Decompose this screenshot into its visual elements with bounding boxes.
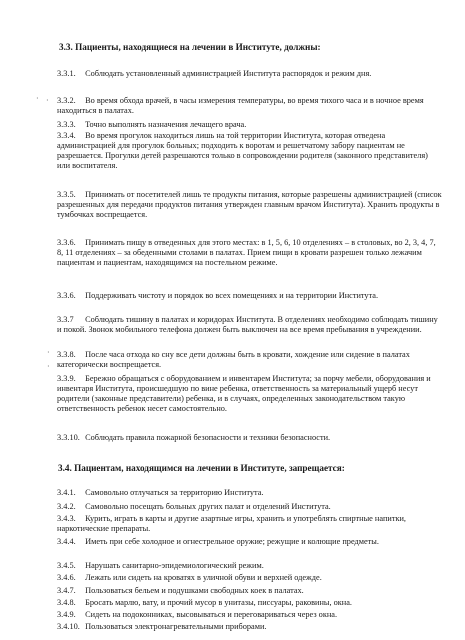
- margin-mark: ·: [36, 94, 39, 103]
- item-text: Нарушать санитарно-эпидемиологический режим.: [85, 561, 264, 570]
- item-number: 3.3.4.: [57, 131, 76, 140]
- list-item: [57, 573, 442, 583]
- list-item: [57, 315, 442, 335]
- item-text: Пользоваться бельем и подушками свободных коек в палатах.: [85, 586, 304, 595]
- list-item: [57, 350, 442, 370]
- list-item: [57, 190, 442, 220]
- list-item: [57, 374, 442, 414]
- item-number: 3.4.9.: [57, 610, 76, 619]
- list-item: [57, 238, 442, 268]
- list-item: [57, 586, 442, 596]
- item-text: Пользоваться электронагревательными приборами.: [85, 622, 267, 631]
- item-text: Курить, играть в карты и другие азартные игры, хранить и употреблять спиртные напитки, наркотические препараты.: [57, 514, 406, 533]
- item-number: 3.4.10.: [57, 622, 80, 631]
- item-number: 3.3.9.: [57, 374, 76, 383]
- item-number: 3.3.7: [57, 315, 74, 324]
- item-text: Самовольно посещать больных других палат и отделений Института.: [85, 502, 331, 511]
- item-number: 3.3.6.: [57, 238, 76, 247]
- list-item: [57, 622, 442, 632]
- item-number: 3.3.6.: [57, 291, 76, 300]
- list-item: [57, 488, 442, 498]
- item-text: Соблюдать правила пожарной безопасности и техники безопасности.: [85, 433, 331, 442]
- list-item: [57, 514, 442, 534]
- margin-mark: ·: [47, 348, 50, 357]
- section-heading-3-3: 3.3. Пациенты, находящиеся на лечении в Институте, должны:: [59, 42, 321, 52]
- list-item: [57, 537, 442, 547]
- item-text: Самовольно отлучаться за территорию Института.: [85, 488, 264, 497]
- item-text: Точно выполнять назначения лечащего врача.: [85, 120, 247, 129]
- item-text: Лежать или сидеть на кроватях в уличной обуви и верхней одежде.: [85, 573, 322, 582]
- list-item: [57, 131, 442, 171]
- item-text: Во время обхода врачей, в часы измерения температуры, во время тихого часа и в ночное время находиться в палатах.: [57, 96, 424, 115]
- item-text: Иметь при себе холодное и огнестрельное оружие; режущие и колющие предметы.: [85, 537, 379, 546]
- section-heading-3-4: 3.4. Пациентам, находящимся на лечении в Институте, запрещается:: [58, 463, 345, 473]
- item-number: 3.4.4.: [57, 537, 76, 546]
- list-item: [57, 291, 442, 301]
- list-item: [57, 502, 442, 512]
- item-text: Поддерживать чистоту и порядок во всех помещениях и на территории Института.: [85, 291, 379, 300]
- item-number: 3.4.7.: [57, 586, 76, 595]
- item-text: После часа отхода ко сну все дети должны быть в кровати, хождение или сидение в палатах категорически воспрещается.: [57, 350, 410, 369]
- item-number: 3.3.10.: [57, 433, 80, 442]
- item-text: Соблюдать установленный администрацией Института распорядок и режим дня.: [85, 69, 372, 78]
- list-item: [57, 598, 442, 608]
- item-text: Принимать пищу в отведенных для этого местах: в 1, 5, 6, 10 отделениях – в столовых, во 2, 3, 4, 7, 8, 11 отделениях – за обеденными столами в палатах. Прием пищи в кровати разрешен только лежачим пациентам и пациентам, находящимся на постельном режиме.: [57, 238, 436, 267]
- list-item: [57, 561, 442, 571]
- item-number: 3.3.3.: [57, 120, 76, 129]
- margin-mark: ·: [47, 362, 50, 371]
- margin-mark: ·: [46, 96, 49, 105]
- item-number: 3.4.3.: [57, 514, 76, 523]
- item-number: 3.4.6.: [57, 573, 76, 582]
- item-text: Бережно обращаться с оборудованием и инвентарем Института; за порчу мебели, оборудования и инвентаря Института, происшедшую по вине ребенка, ответственность за материальный ущерб несут родители (законные представители) ребенка, и в случаях, определенных законодательством такую ответственность ребенок несет самостоятельно.: [57, 374, 431, 413]
- item-number: 3.3.5.: [57, 190, 76, 199]
- item-text: Принимать от посетителей лишь те продукты питания, которые разрешены администрацией (список разрешенных для передачи продуктов питания утвержден главным врачом Института). Хранить продукты в тумбочках воспрещается.: [57, 190, 442, 219]
- item-number: 3.3.8.: [57, 350, 76, 359]
- item-text: Соблюдать тишину в палатах и коридорах Института. В отделениях необходимо соблюдать тишину и покой. Звонок мобильного телефона должен быть выключен на все время пребывания в учреждении.: [57, 315, 438, 334]
- item-text: Во время прогулок находиться лишь на той территории Института, которая отведена администрацией для прогулок больных; подходить к воротам и решетчатому забору пациентам не разрешается. Прогулки детей разрешаются только в сопровождении родителя (законного представителя) или воспитателя.: [57, 131, 428, 170]
- item-text: Сидеть на подоконниках, высовываться и переговариваться через окна.: [85, 610, 338, 619]
- list-item: [57, 120, 442, 130]
- item-text: Бросать марлю, вату, и прочий мусор в унитазы, писсуары, раковины, окна.: [85, 598, 353, 607]
- item-number: 3.4.5.: [57, 561, 76, 570]
- list-item: [57, 433, 442, 443]
- list-item: [57, 96, 442, 116]
- item-number: 3.4.8.: [57, 598, 76, 607]
- item-number: 3.4.2.: [57, 502, 76, 511]
- item-number: 3.3.1.: [57, 69, 76, 78]
- item-number: 3.3.2.: [57, 96, 76, 105]
- item-number: 3.4.1.: [57, 488, 76, 497]
- list-item: [57, 610, 442, 620]
- list-item: [57, 69, 442, 79]
